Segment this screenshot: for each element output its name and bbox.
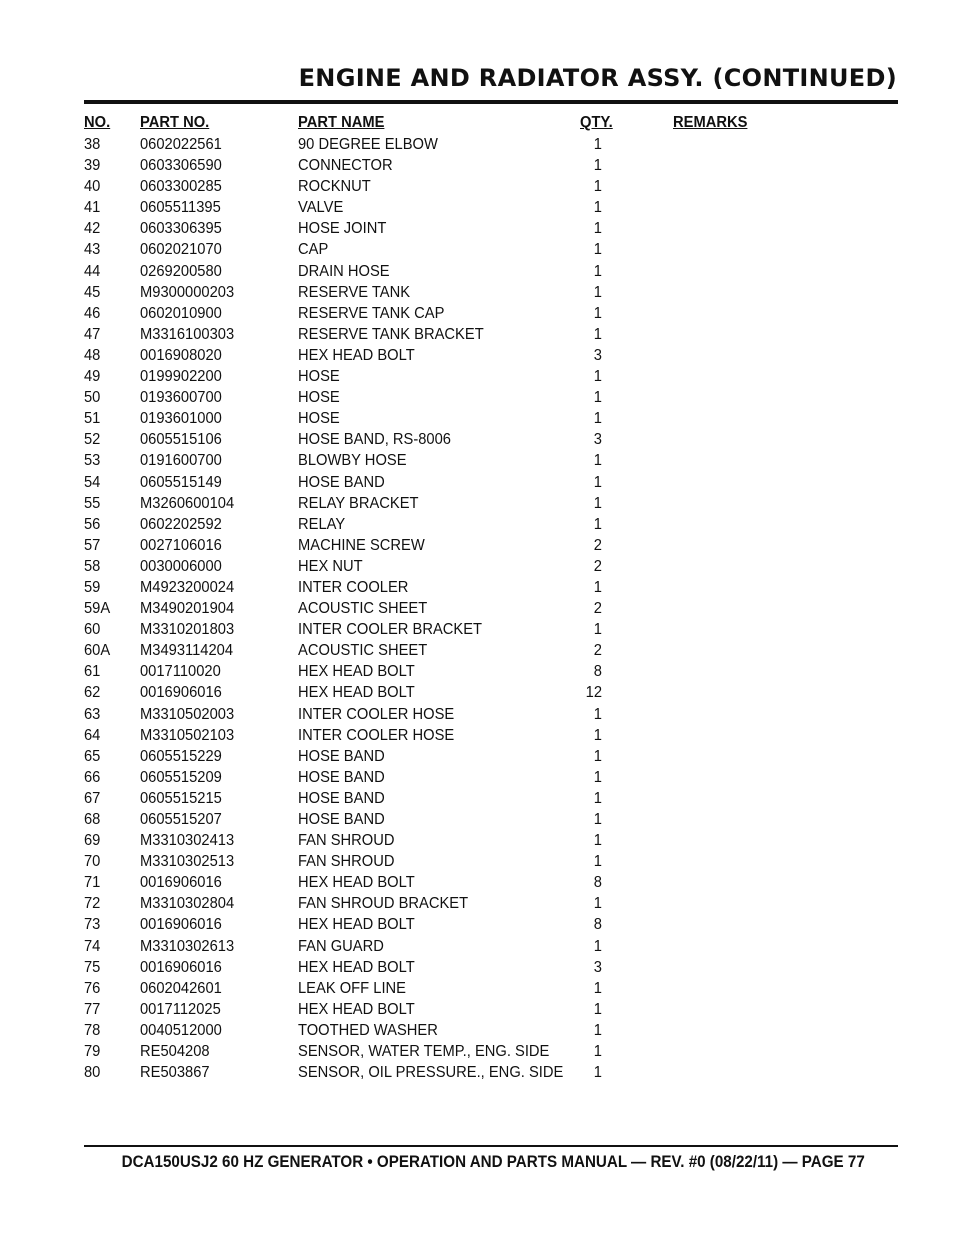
title-divider — [84, 100, 898, 104]
table-row — [0, 239, 954, 260]
quantity-cell: 1 — [593, 136, 602, 153]
part-number-index: 73 — [84, 916, 101, 934]
part-number-cell: 0193600700 — [140, 389, 222, 407]
part-number-cell: 0605515229 — [140, 747, 222, 765]
part-name-cell: INTER COOLER BRACKET — [298, 621, 483, 639]
part-number-cell: 0017110020 — [140, 663, 221, 681]
quantity-cell: 1 — [593, 515, 602, 533]
part-number-index: 63 — [84, 705, 101, 723]
part-number-index: 47 — [84, 325, 101, 343]
parts-table — [0, 134, 954, 1083]
quantity-cell: 1 — [593, 895, 602, 913]
part-number-cell: M3310302804 — [140, 895, 235, 913]
part-name-cell: TOOTHED WASHER — [298, 1021, 438, 1039]
table-row — [0, 893, 954, 914]
part-number-index: 67 — [84, 789, 101, 807]
table-row — [0, 429, 954, 450]
part-number-cell: 0199902200 — [140, 368, 222, 386]
quantity-cell: 1 — [593, 304, 602, 322]
part-name-cell: HEX HEAD BOLT — [298, 916, 415, 934]
footer-divider — [84, 1145, 898, 1147]
quantity-cell: 1 — [593, 726, 602, 744]
table-row — [0, 1041, 954, 1062]
part-name-cell: RELAY BRACKET — [298, 494, 419, 512]
part-number-cell: M3260600104 — [140, 494, 235, 512]
part-number-index: 59 — [84, 578, 101, 596]
table-row — [0, 936, 954, 957]
table-row — [0, 851, 954, 872]
part-name-cell: MACHINE SCREW — [298, 536, 425, 554]
part-name-cell: VALVE — [298, 199, 344, 217]
part-name-cell: HEX HEAD BOLT — [298, 874, 415, 892]
part-number-index: 78 — [84, 1021, 101, 1039]
part-number-cell: M9300000203 — [140, 283, 235, 301]
table-row — [0, 282, 954, 303]
part-number-index: 48 — [84, 346, 101, 364]
part-name-cell: RESERVE TANK — [298, 283, 411, 301]
part-number-index: 51 — [84, 410, 101, 428]
quantity-cell: 1 — [593, 325, 602, 343]
quantity-cell: 2 — [593, 642, 602, 660]
part-name-cell: RESERVE TANK BRACKET — [298, 325, 484, 343]
quantity-cell: 2 — [593, 557, 602, 575]
table-row — [0, 176, 954, 197]
quantity-cell: 1 — [593, 979, 602, 997]
part-name-cell: HOSE — [298, 389, 340, 407]
part-number-index: 58 — [84, 557, 101, 575]
part-name-cell: ROCKNUT — [298, 178, 371, 196]
table-row — [0, 725, 954, 746]
part-name-cell: HOSE BAND — [298, 747, 385, 765]
part-number-cell: 0016908020 — [140, 346, 222, 364]
part-number-cell: 0016906016 — [140, 916, 222, 934]
quantity-cell: 1 — [593, 578, 602, 596]
part-name-cell: HOSE BAND, RS-8006 — [298, 431, 451, 449]
column-header-part-name: PART NAME — [298, 114, 385, 131]
part-number-cell: 0603306590 — [140, 157, 222, 175]
table-row — [0, 872, 954, 893]
table-row — [0, 640, 954, 661]
table-row — [0, 324, 954, 345]
part-number-index: 43 — [84, 241, 101, 259]
table-row — [0, 788, 954, 809]
quantity-cell: 8 — [593, 916, 602, 934]
table-row — [0, 493, 954, 514]
quantity-cell: 8 — [593, 663, 602, 681]
part-number-cell: 0193601000 — [140, 410, 222, 428]
part-name-cell: HOSE BAND — [298, 811, 385, 828]
part-name-cell: HEX HEAD BOLT — [298, 684, 415, 702]
quantity-cell: 1 — [593, 199, 602, 217]
part-number-cell: 0605515106 — [140, 431, 222, 449]
part-number-cell: 0269200580 — [140, 262, 222, 280]
part-number-index: 39 — [84, 157, 101, 175]
part-name-cell: RESERVE TANK CAP — [298, 304, 445, 322]
quantity-cell: 3 — [593, 346, 602, 364]
part-name-cell: HOSE JOINT — [298, 220, 387, 238]
part-number-cell: 0016906016 — [140, 958, 222, 976]
part-name-cell: CONNECTOR — [298, 157, 393, 175]
part-number-cell: M3493114204 — [140, 642, 234, 660]
table-row — [0, 830, 954, 851]
page-footer: DCA150USJ2 60 HZ GENERATOR • OPERATION AND PARTS MANUAL — REV. #0 (08/22/11) — PAGE 77 — [121, 1153, 865, 1171]
part-name-cell: 90 DEGREE ELBOW — [298, 136, 438, 153]
part-name-cell: HEX HEAD BOLT — [298, 958, 415, 976]
part-number-index: 59A — [84, 600, 111, 618]
part-name-cell: HOSE — [298, 368, 340, 386]
part-number-index: 62 — [84, 684, 101, 702]
table-row — [0, 345, 954, 366]
part-name-cell: ACOUSTIC SHEET — [298, 642, 428, 660]
part-name-cell: INTER COOLER HOSE — [298, 705, 455, 723]
part-name-cell: HOSE BAND — [298, 789, 385, 807]
part-number-index: 52 — [84, 431, 101, 449]
quantity-cell: 1 — [593, 157, 602, 175]
quantity-cell: 1 — [593, 811, 602, 828]
quantity-cell: 1 — [593, 389, 602, 407]
part-number-index: 56 — [84, 515, 101, 533]
table-row — [0, 577, 954, 598]
part-number-index: 38 — [84, 136, 101, 153]
quantity-cell: 2 — [593, 600, 602, 618]
part-number-cell: 0605515149 — [140, 473, 222, 491]
table-row — [0, 366, 954, 387]
part-number-cell: M3310201803 — [140, 621, 235, 639]
part-name-cell: FAN GUARD — [298, 937, 384, 955]
part-number-cell: 0040512000 — [140, 1021, 222, 1039]
part-number-index: 69 — [84, 832, 101, 850]
part-name-cell: ACOUSTIC SHEET — [298, 600, 428, 618]
part-number-cell: M3310302513 — [140, 853, 235, 871]
part-name-cell: HEX NUT — [298, 557, 363, 575]
column-header-part-no: PART NO. — [140, 114, 210, 131]
part-number-index: 53 — [84, 452, 101, 470]
table-row — [0, 978, 954, 999]
quantity-cell: 3 — [593, 958, 602, 976]
part-number-index: 80 — [84, 1064, 101, 1082]
quantity-cell: 1 — [593, 1000, 602, 1018]
part-number-cell: 0027106016 — [140, 536, 222, 554]
part-number-index: 77 — [84, 1000, 101, 1018]
part-number-cell: 0016906016 — [140, 684, 222, 702]
part-name-cell: INTER COOLER — [298, 578, 409, 596]
table-row — [0, 767, 954, 788]
column-header-qty: QTY. — [580, 114, 613, 131]
quantity-cell: 1 — [593, 768, 602, 786]
part-name-cell: CAP — [298, 241, 329, 259]
part-name-cell: DRAIN HOSE — [298, 262, 390, 280]
part-number-index: 44 — [84, 262, 101, 280]
part-name-cell: HEX HEAD BOLT — [298, 346, 415, 364]
quantity-cell: 1 — [593, 452, 602, 470]
part-number-cell: M3310302613 — [140, 937, 235, 955]
table-row — [0, 999, 954, 1020]
quantity-cell: 1 — [593, 494, 602, 512]
part-number-index: 60A — [84, 642, 111, 660]
quantity-cell: 1 — [593, 368, 602, 386]
table-row — [0, 556, 954, 577]
table-row — [0, 746, 954, 767]
table-row — [0, 914, 954, 935]
part-number-index: 41 — [84, 199, 101, 217]
part-number-index: 72 — [84, 895, 101, 913]
part-number-index: 49 — [84, 368, 101, 386]
part-number-cell: 0191600700 — [140, 452, 222, 470]
column-header-no: NO. — [84, 114, 111, 131]
quantity-cell: 1 — [593, 621, 602, 639]
part-number-cell: 0030006000 — [140, 557, 222, 575]
part-number-cell: M3316100303 — [140, 325, 235, 343]
part-name-cell: LEAK OFF LINE — [298, 979, 406, 997]
quantity-cell: 1 — [593, 1043, 602, 1061]
part-name-cell: BLOWBY HOSE — [298, 452, 407, 470]
part-number-cell: 0602022561 — [140, 136, 222, 153]
part-number-index: 54 — [84, 473, 101, 491]
quantity-cell: 1 — [593, 747, 602, 765]
table-row — [0, 809, 954, 830]
part-number-cell: M4923200024 — [140, 578, 235, 596]
quantity-cell: 1 — [593, 705, 602, 723]
table-row — [0, 218, 954, 239]
table-row — [0, 408, 954, 429]
table-row — [0, 261, 954, 282]
part-number-index: 60 — [84, 621, 101, 639]
part-name-cell: RELAY — [298, 515, 346, 533]
part-number-cell: 0605511395 — [140, 199, 221, 217]
quantity-cell: 2 — [593, 536, 602, 554]
part-name-cell: SENSOR, WATER TEMP., ENG. SIDE — [298, 1043, 550, 1061]
part-number-cell: 0602202592 — [140, 515, 222, 533]
part-number-index: 74 — [84, 937, 101, 955]
part-number-cell: RE504208 — [140, 1043, 210, 1061]
quantity-cell: 1 — [593, 178, 602, 196]
quantity-cell: 1 — [593, 241, 602, 259]
part-number-cell: 0603300285 — [140, 178, 222, 196]
quantity-cell: 1 — [593, 853, 602, 871]
part-number-index: 65 — [84, 747, 101, 765]
part-number-index: 45 — [84, 283, 101, 301]
part-number-cell: 0016906016 — [140, 874, 222, 892]
part-number-index: 40 — [84, 178, 101, 196]
part-name-cell: SENSOR, OIL PRESSURE., ENG. SIDE — [298, 1064, 564, 1082]
part-name-cell: HOSE — [298, 410, 340, 428]
part-name-cell: FAN SHROUD BRACKET — [298, 895, 469, 913]
part-number-index: 42 — [84, 220, 101, 238]
table-row — [0, 472, 954, 493]
quantity-cell: 1 — [593, 410, 602, 428]
part-name-cell: FAN SHROUD — [298, 853, 395, 871]
quantity-cell: 12 — [585, 684, 602, 702]
table-row — [0, 387, 954, 408]
table-row — [0, 619, 954, 640]
part-number-cell: 0602021070 — [140, 241, 222, 259]
part-number-cell: 0602042601 — [140, 979, 222, 997]
table-row — [0, 1020, 954, 1041]
page-title: ENGINE AND RADIATOR ASSY. (CONTINUED) — [298, 64, 897, 92]
part-number-cell: 0605515209 — [140, 768, 222, 786]
quantity-cell: 8 — [593, 874, 602, 892]
table-row — [0, 514, 954, 535]
part-number-index: 55 — [84, 494, 101, 512]
table-row — [0, 303, 954, 324]
part-number-index: 66 — [84, 768, 101, 786]
part-number-index: 76 — [84, 979, 101, 997]
part-number-index: 79 — [84, 1043, 101, 1061]
table-row — [0, 661, 954, 682]
part-number-index: 46 — [84, 304, 101, 322]
part-number-cell: RE503867 — [140, 1064, 210, 1082]
quantity-cell: 1 — [593, 262, 602, 280]
part-number-index: 71 — [84, 874, 101, 892]
quantity-cell: 1 — [593, 789, 602, 807]
quantity-cell: 1 — [593, 473, 602, 491]
table-row — [0, 155, 954, 176]
part-number-cell: 0605515207 — [140, 811, 222, 828]
table-row — [0, 704, 954, 725]
part-name-cell: HEX HEAD BOLT — [298, 663, 415, 681]
part-number-index: 50 — [84, 389, 101, 407]
part-number-index: 68 — [84, 811, 101, 828]
part-number-index: 61 — [84, 663, 101, 681]
part-number-cell: M3310302413 — [140, 832, 235, 850]
part-name-cell: HEX HEAD BOLT — [298, 1000, 415, 1018]
part-number-cell: 0605515215 — [140, 789, 222, 807]
table-row — [0, 1062, 954, 1083]
part-number-cell: M3310502003 — [140, 705, 235, 723]
column-header-remarks: REMARKS — [673, 114, 748, 131]
table-row — [0, 197, 954, 218]
table-row — [0, 535, 954, 556]
part-name-cell: FAN SHROUD — [298, 832, 395, 850]
part-number-cell: M3490201904 — [140, 600, 235, 618]
quantity-cell: 1 — [593, 283, 602, 301]
part-number-cell: 0602010900 — [140, 304, 222, 322]
table-row — [0, 957, 954, 978]
part-name-cell: HOSE BAND — [298, 473, 385, 491]
part-number-cell: 0603306395 — [140, 220, 222, 238]
part-name-cell: INTER COOLER HOSE — [298, 726, 455, 744]
table-row — [0, 134, 954, 155]
part-number-index: 64 — [84, 726, 101, 744]
table-row — [0, 450, 954, 471]
quantity-cell: 1 — [593, 937, 602, 955]
quantity-cell: 3 — [593, 431, 602, 449]
quantity-cell: 1 — [593, 1064, 602, 1082]
part-number-cell: M3310502103 — [140, 726, 235, 744]
part-number-index: 57 — [84, 536, 101, 554]
part-number-cell: 0017112025 — [140, 1000, 221, 1018]
table-row — [0, 682, 954, 703]
part-number-index: 75 — [84, 958, 101, 976]
part-number-index: 70 — [84, 853, 101, 871]
table-row — [0, 598, 954, 619]
part-name-cell: HOSE BAND — [298, 768, 385, 786]
quantity-cell: 1 — [593, 1021, 602, 1039]
quantity-cell: 1 — [593, 832, 602, 850]
quantity-cell: 1 — [593, 220, 602, 238]
